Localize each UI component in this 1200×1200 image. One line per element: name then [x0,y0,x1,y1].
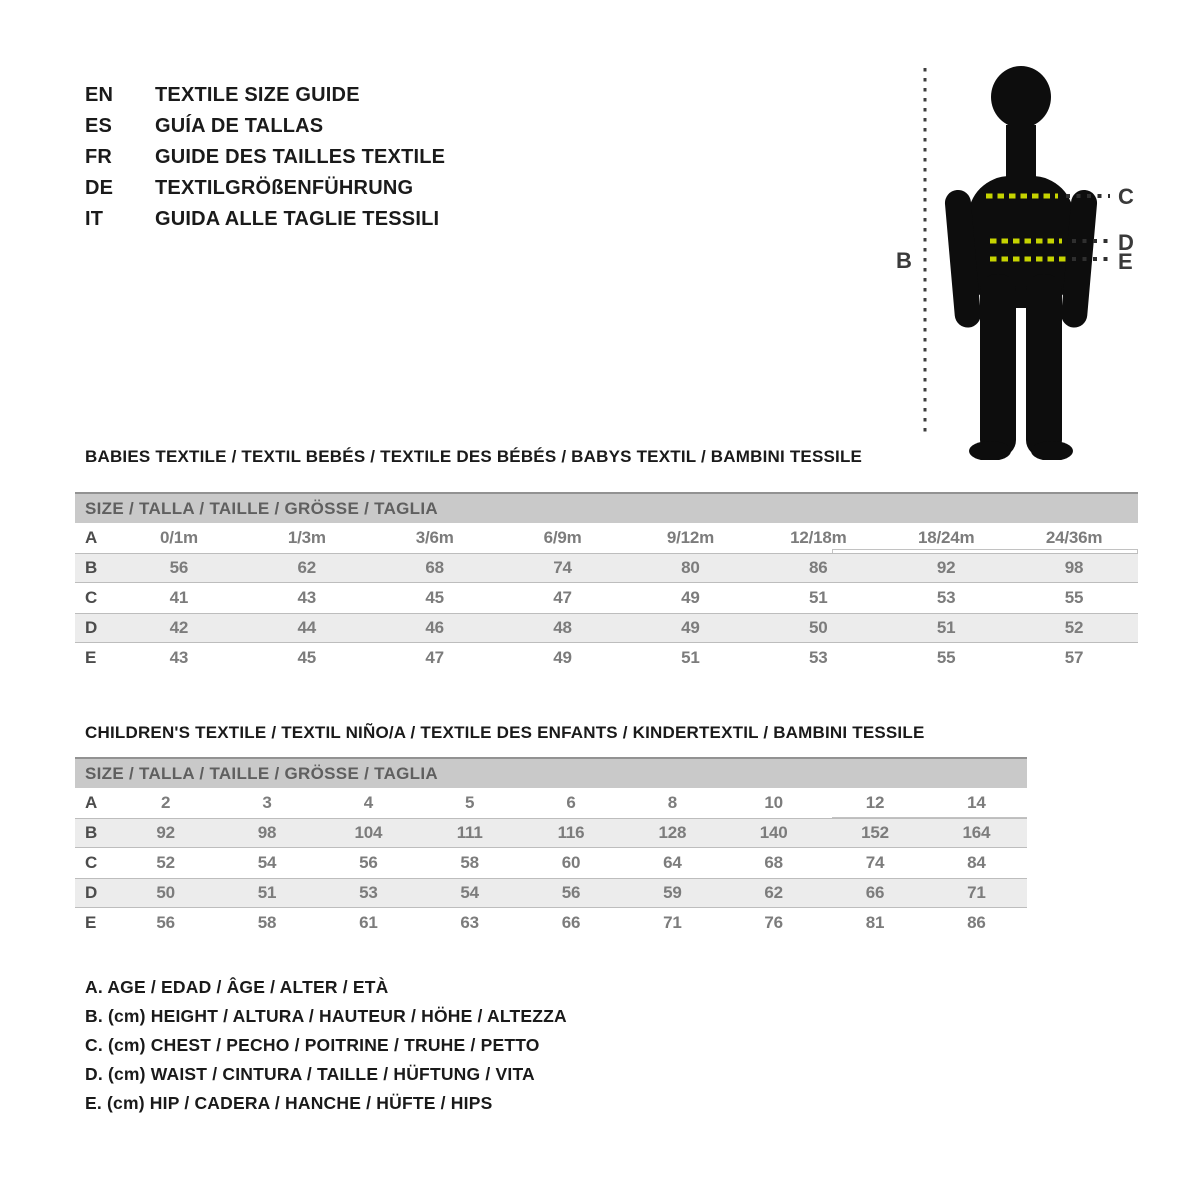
table-cell: 140 [759,823,788,842]
table-cell: 74 [553,558,572,577]
row-label: B [85,823,98,842]
table-cell: 63 [460,913,479,932]
children-table-size-header: SIZE / TALLA / TAILLE / GRÖSSE / TAGLIA [75,757,1027,788]
waist-label: D [1118,230,1134,255]
language-code: FR [85,146,113,168]
language-code: EN [85,84,114,106]
table-cell: 6/9m [543,528,582,547]
table-cell: 43 [169,648,189,667]
table-cell: 66 [865,883,885,902]
table-cell: 92 [936,558,956,577]
table-cell: 71 [967,883,986,902]
table-cell: 57 [1064,648,1084,667]
language-code: DE [85,177,114,199]
legend-line-height: B. (cm) HEIGHT / ALTURA / HAUTEUR / HÖHE / ALTEZZA [85,1006,567,1026]
row-label: E [85,913,97,932]
table-row-E [75,643,1138,673]
table-cell: 44 [297,618,317,637]
table-cell: 50 [156,883,175,902]
child-silhouette [944,66,1098,460]
table-cell: 64 [663,853,682,872]
table-cell: 3 [262,793,272,812]
table-cell: 60 [561,853,581,872]
language-list [85,80,445,235]
measurement-legend [85,973,567,1118]
table-cell: 51 [809,588,828,607]
row-label: B [85,558,98,577]
table-row-D [75,613,1138,643]
babies-section-title: BABIES TEXTILE / TEXTIL BEBÉS / TEXTILE DES BÉBÉS / BABYS TEXTIL / BAMBINI TESSILE [85,447,863,466]
table-cell: 54 [257,853,277,872]
babies-table-size-header: SIZE / TALLA / TAILLE / GRÖSSE / TAGLIA [75,492,1138,523]
hip-label: E [1118,249,1133,274]
table-cell: 53 [359,883,378,902]
table-cell: 116 [557,823,585,842]
table-cell: 2 [161,793,171,812]
language-label: GUIDA ALLE TAGLIE TESSILI [155,208,440,230]
children-size-table [75,757,1027,938]
table-cell: 12/18m [790,528,847,547]
table-cell: 46 [425,618,444,637]
table-cell: 24/36m [1045,528,1103,547]
table-cell: 58 [460,853,479,872]
table-cell: 3/6m [415,528,454,547]
legend-line-waist: D. (cm) WAIST / CINTURA / TAILLE / HÜFTUNG / VITA [85,1064,535,1084]
table-cell: 10 [764,793,783,812]
table-cell: 92 [156,823,175,842]
table-cell: 62 [764,883,783,902]
table-cell: 18/24m [917,528,975,547]
language-row-it [85,204,445,235]
table-cell: 51 [936,618,956,637]
table-cell: 54 [460,883,479,902]
row-label: A [85,793,98,812]
table-cell: 66 [561,913,581,932]
height-label: B [896,248,912,273]
table-cell: 14 [967,793,986,812]
table-cell: 152 [861,823,889,842]
table-cell: 43 [297,588,317,607]
table-cell: 8 [667,793,677,812]
table-cell: 4 [363,793,373,812]
table-row-A [75,788,1027,818]
language-row-es [85,111,445,142]
row-label: C [85,853,98,872]
table-cell: 45 [297,648,317,667]
children-section-title: CHILDREN'S TEXTILE / TEXTIL NIÑO/A / TEXTILE DES ENFANTS / KINDERTEXTIL / BAMBINI TESSILE [85,723,925,742]
table-cell: 50 [809,618,828,637]
row-label: C [85,588,98,607]
table-cell: 68 [425,558,444,577]
table-cell: 111 [456,823,483,842]
table-cell: 47 [553,588,572,607]
babies-size-table [75,492,1138,673]
table-cell: 62 [297,558,317,577]
table-cell: 47 [425,648,444,667]
language-label: TEXTILE SIZE GUIDE [155,84,360,106]
table-cell: 49 [681,618,700,637]
babies-table-rows [75,523,1138,673]
language-row-de [85,173,445,204]
language-code: IT [85,208,104,230]
table-cell: 80 [681,558,700,577]
table-cell: 81 [865,913,885,932]
table-cell: 61 [359,913,378,932]
table-row-C [75,848,1027,878]
table-cell: 1/3m [287,528,326,547]
legend-line-age: A. AGE / EDAD / ÂGE / ALTER / ETÀ [85,977,389,997]
table-cell: 98 [257,823,277,842]
table-cell: 49 [553,648,572,667]
table-row-C [75,583,1138,613]
language-label: TEXTILGRÖßENFÜHRUNG [155,177,414,199]
children-table-rows [75,788,1027,938]
table-cell: 98 [1064,558,1084,577]
table-cell: 53 [936,588,956,607]
table-row-D [75,878,1027,908]
table-row-B [75,553,1138,583]
table-cell: 86 [809,558,828,577]
table-cell: 56 [156,913,175,932]
table-cell: 52 [156,853,175,872]
table-cell: 104 [354,823,383,842]
measurement-diagram [860,40,1190,460]
row-label: E [85,648,97,667]
table-cell: 68 [764,853,783,872]
table-cell: 55 [936,648,956,667]
table-row-E [75,908,1027,938]
language-row-en [85,80,445,111]
table-cell: 128 [658,823,687,842]
row-label: D [85,618,98,637]
child-silhouette-figure [860,40,1190,460]
table-cell: 55 [1064,588,1084,607]
table-cell: 12 [865,793,885,812]
table-cell: 164 [962,823,991,842]
table-row-A [75,523,1138,553]
language-label: GUÍA DE TALLAS [155,115,324,137]
table-cell: 49 [681,588,700,607]
legend-line-chest: C. (cm) CHEST / PECHO / POITRINE / TRUHE / PETTO [85,1035,540,1055]
table-cell: 58 [257,913,277,932]
legend-line-hip: E. (cm) HIP / CADERA / HANCHE / HÜFTE / HIPS [85,1093,493,1113]
table-cell: 74 [865,853,885,872]
table-cell: 5 [465,793,475,812]
table-cell: 51 [257,883,277,902]
table-cell: 48 [553,618,572,637]
table-cell: 56 [359,853,378,872]
table-row-B [75,818,1027,848]
table-cell: 6 [566,793,576,812]
table-cell: 76 [764,913,783,932]
table-cell: 84 [967,853,986,872]
table-cell: 53 [809,648,828,667]
language-label: GUIDE DES TAILLES TEXTILE [155,146,446,168]
table-cell: 86 [967,913,986,932]
table-cell: 56 [561,883,581,902]
table-cell: 42 [169,618,189,637]
table-cell: 56 [169,558,189,577]
table-cell: 52 [1064,618,1084,637]
chest-label: C [1118,184,1134,209]
row-label: D [85,883,98,902]
table-cell: 71 [663,913,682,932]
table-cell: 41 [169,588,189,607]
row-label: A [85,528,98,547]
language-row-fr [85,142,445,173]
table-cell: 0/1m [159,528,198,547]
table-cell: 59 [663,883,682,902]
table-cell: 51 [681,648,700,667]
table-cell: 9/12m [666,528,715,547]
language-code: ES [85,115,113,137]
table-cell: 45 [425,588,444,607]
